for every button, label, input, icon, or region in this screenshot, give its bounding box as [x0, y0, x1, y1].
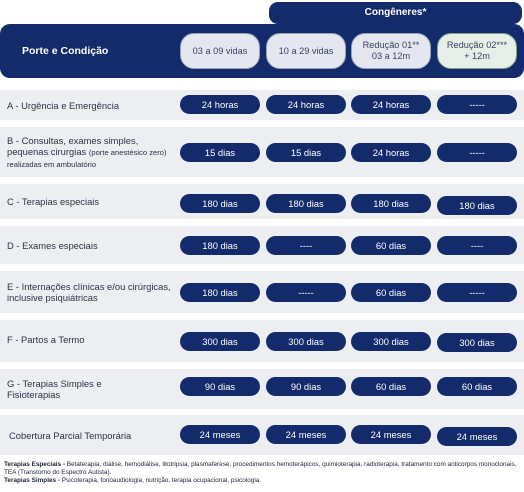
porte-condicao-label: Porte e Condição [22, 45, 109, 57]
value-pill: 300 dias [437, 333, 517, 352]
value-pill: 24 horas [180, 95, 260, 114]
footnotes [4, 461, 522, 485]
value-pill: 180 dias [437, 196, 517, 215]
footnote-terapias-especiais: Terapias Especiais - Betaterapia, diálise, hemodiálise, litotripsia, plasmaferese, procedimentos hemoterápicos, quimioterapia, radioterapia, tratamento com anticorpos monoclonais, TEA (Transtorno do Espectro Autista). [4, 461, 517, 476]
value-pill: 180 dias [180, 283, 260, 302]
congeneres-header: Congêneres* [269, 2, 522, 24]
row-label: C - Terapias especiais [7, 196, 100, 207]
value-pill: 180 dias [180, 194, 260, 213]
value-pill: 24 meses [437, 427, 517, 446]
table-row-e [0, 271, 524, 313]
value-pill: 180 dias [266, 194, 346, 213]
header-col-10-29-vidas: 10 a 29 vidas [266, 33, 346, 69]
table-row-d [0, 226, 524, 264]
row-label: F - Partos a Termo [7, 333, 85, 345]
value-pill: 180 dias [351, 194, 431, 213]
value-pill: 24 meses [180, 425, 260, 444]
value-pill: 24 horas [351, 143, 431, 162]
value-pill: 24 horas [266, 95, 346, 114]
row-label: A - Urgência e Emergência [7, 99, 120, 111]
table-row-cobertura [0, 415, 524, 455]
header-col-reducao-02: Redução 02*** + 12m [437, 33, 517, 69]
value-pill: 24 horas [351, 95, 431, 114]
value-pill: 180 dias [180, 236, 260, 255]
value-pill: 90 dias [266, 377, 346, 396]
footnote-terapias-simples: Terapias Simples - Psicoterapia, fonoaudiologia, nutrição, terapia ocupacional, psicologia. [4, 477, 262, 484]
value-pill: 60 dias [437, 377, 517, 396]
header-col-reducao-01: Redução 01** 03 a 12m [351, 33, 431, 69]
row-label: Cobertura Parcial Temporária [9, 429, 132, 441]
value-pill: ----- [437, 143, 517, 162]
value-pill: 300 dias [266, 332, 346, 351]
table-row-a [0, 90, 524, 120]
value-pill: 60 dias [351, 283, 431, 302]
table-row-f [0, 320, 524, 362]
value-pill: ----- [437, 283, 517, 302]
value-pill: 60 dias [351, 236, 431, 255]
value-pill: 15 dias [180, 143, 260, 162]
table-row-g [0, 369, 524, 409]
table-row-b [0, 127, 524, 177]
table-header [0, 24, 524, 78]
row-label: D - Exames especiais [7, 239, 98, 251]
value-pill: 15 dias [266, 143, 346, 162]
row-label: E - Internações clínicas e/ou cirúrgicas, inclusive psiquiátricas [7, 281, 171, 303]
value-pill: 90 dias [180, 377, 260, 396]
value-pill: ---- [266, 236, 346, 255]
value-pill: ----- [266, 283, 346, 302]
value-pill: 60 dias [351, 377, 431, 396]
value-pill: ----- [437, 95, 517, 114]
value-pill: 24 meses [266, 425, 346, 444]
header-col-03-09-vidas: 03 a 09 vidas [180, 33, 260, 69]
value-pill: 24 meses [351, 425, 431, 444]
value-pill: ---- [437, 236, 517, 255]
value-pill: 300 dias [180, 332, 260, 351]
value-pill: 300 dias [351, 332, 431, 351]
table-row-c [0, 184, 524, 219]
row-label: G - Terapias Simples e Fisioterapias [7, 378, 102, 400]
row-label: B - Consultas, exames simples, pequenas cirurgias (porte anestésico zero) realizadas em ambulatório [7, 134, 167, 169]
